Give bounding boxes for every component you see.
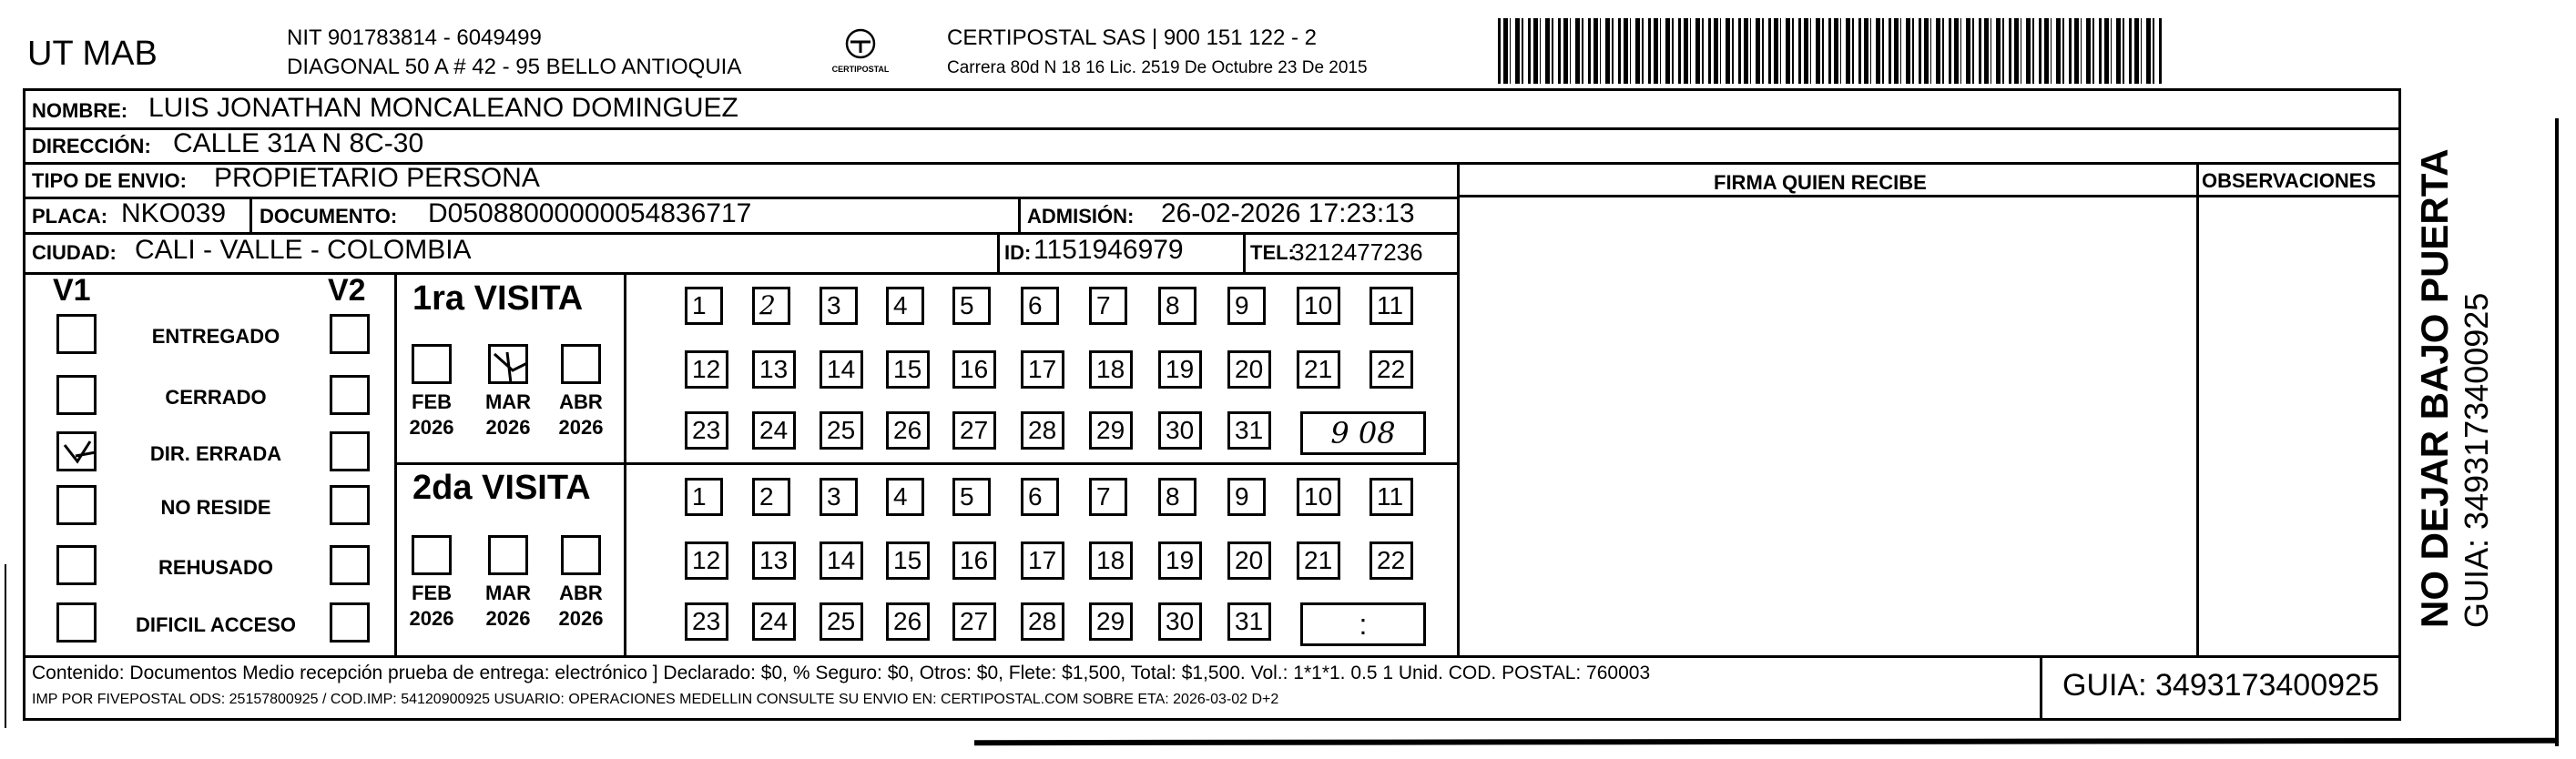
day-box[interactable]: 9 — [1227, 287, 1266, 325]
v2-checkbox[interactable] — [330, 602, 370, 643]
month-label: MAR — [484, 582, 532, 604]
ciudad-label: CIUDAD: — [32, 241, 117, 264]
day-box[interactable]: 20 — [1227, 541, 1271, 580]
day-box[interactable]: 28 — [1021, 602, 1064, 641]
day-box[interactable]: 30 — [1158, 411, 1202, 450]
day-box[interactable]: 26 — [886, 411, 930, 450]
day-box[interactable]: 25 — [820, 411, 863, 450]
v2-checkbox[interactable] — [330, 545, 370, 585]
day-box[interactable]: 27 — [952, 602, 996, 641]
day-box[interactable]: 6 — [1021, 478, 1059, 516]
day-box[interactable]: 31 — [1227, 602, 1271, 641]
day-box[interactable]: 15 — [886, 541, 930, 580]
status-label: NO RESIDE — [160, 496, 271, 519]
day-box[interactable]: 25 — [820, 602, 863, 641]
v1-checkbox[interactable] — [56, 431, 97, 471]
month-checkbox[interactable] — [561, 535, 601, 575]
day-box[interactable]: 11 — [1369, 287, 1413, 325]
day-box[interactable]: 7 — [1089, 287, 1127, 325]
day-box[interactable]: 15 — [886, 350, 930, 389]
month-label: MAR — [484, 390, 532, 413]
footer-contenido: Contenido: Documentos Medio recepción prueba de entrega: electrónico ] Declarado: $0, % Seguro: $0, Otros: $0, Flete: $1,500, Total: $1,500. Vol.: 1*1*1. 0.5 1 Unid. COD. POSTAL: 760003 — [32, 663, 1651, 683]
day-box[interactable]: 31 — [1227, 411, 1271, 450]
day-box[interactable]: 5 — [952, 478, 991, 516]
year-label: 2026 — [485, 607, 531, 630]
bottom-edge-line — [974, 738, 2559, 745]
day-box[interactable]: 16 — [952, 350, 996, 389]
v2-checkbox[interactable] — [330, 314, 370, 354]
day-box[interactable]: 2 — [752, 478, 790, 516]
v1-checkbox[interactable] — [56, 545, 97, 585]
courier-license: Carrera 80d N 18 16 Lic. 2519 De Octubre 23 De 2015 — [947, 58, 1368, 77]
day-box[interactable]: 9 — [1227, 478, 1266, 516]
day-box[interactable]: 21 — [1297, 350, 1340, 389]
day-box[interactable]: 26 — [886, 602, 930, 641]
day-box[interactable]: 22 — [1369, 541, 1413, 580]
day-box[interactable]: 14 — [820, 541, 863, 580]
day-box[interactable]: 13 — [752, 350, 796, 389]
time-box[interactable]: : — [1300, 602, 1426, 646]
year-label: 2026 — [485, 416, 531, 439]
day-box[interactable]: 27 — [952, 411, 996, 450]
day-box[interactable]: 29 — [1089, 602, 1133, 641]
company-name: UT MAB — [27, 35, 158, 73]
day-box[interactable]: 24 — [752, 602, 796, 641]
day-box[interactable]: 2 — [752, 287, 790, 325]
day-box[interactable]: 13 — [752, 541, 796, 580]
placa-value: NKO039 — [121, 198, 227, 228]
day-box[interactable]: 24 — [752, 411, 796, 450]
day-box[interactable]: 29 — [1089, 411, 1133, 450]
day-box[interactable]: 17 — [1021, 350, 1064, 389]
v2-checkbox[interactable] — [330, 485, 370, 525]
month-checkbox[interactable] — [412, 344, 452, 384]
v2-label: V2 — [328, 273, 366, 308]
direccion-value: CALLE 31A N 8C-30 — [173, 128, 424, 158]
day-box[interactable]: 1 — [685, 287, 723, 325]
status-label: CERRADO — [165, 386, 267, 409]
v1-checkbox[interactable] — [56, 485, 97, 525]
month-checkbox[interactable] — [488, 535, 528, 575]
year-label: 2026 — [409, 416, 454, 439]
tipo-envio-value: PROPIETARIO PERSONA — [214, 163, 540, 193]
direccion-label: DIRECCIÓN: — [32, 135, 151, 157]
tipo-envio-label: TIPO DE ENVIO: — [32, 169, 187, 192]
observaciones-header: OBSERVACIONES — [2202, 169, 2377, 192]
right-edge-line — [2555, 118, 2559, 746]
day-box[interactable]: 3 — [820, 478, 858, 516]
checkmark-icon — [59, 434, 99, 474]
month-label: ABR — [559, 390, 603, 413]
side-notice: NO DEJAR BAJO PUERTA — [2413, 148, 2456, 628]
day-box[interactable]: 16 — [952, 541, 996, 580]
tel-value: 3212477236 — [1291, 238, 1423, 266]
day-box[interactable]: 8 — [1158, 287, 1196, 325]
left-edge-line — [5, 564, 6, 728]
year-label: 2026 — [409, 607, 454, 630]
month-checkbox[interactable] — [488, 344, 528, 384]
day-box[interactable]: 23 — [685, 602, 728, 641]
logo-text: CERTIPOSTAL — [831, 65, 890, 74]
day-box[interactable]: 1 — [685, 478, 723, 516]
day-box[interactable]: 21 — [1297, 541, 1340, 580]
day-box[interactable]: 20 — [1227, 350, 1271, 389]
tel-label: TEL: — [1250, 241, 1295, 264]
day-box[interactable]: 4 — [886, 287, 924, 325]
month-checkbox[interactable] — [561, 344, 601, 384]
day-box[interactable]: 19 — [1158, 541, 1202, 580]
courier-name: CERTIPOSTAL SAS | 900 151 122 - 2 — [947, 25, 1317, 50]
v2-checkbox[interactable] — [330, 375, 370, 415]
footer-guia: GUIA: 3493173400925 — [2062, 668, 2379, 703]
v1-checkbox[interactable] — [56, 375, 97, 415]
company-address: DIAGONAL 50 A # 42 - 95 BELLO ANTIOQUIA — [287, 55, 742, 79]
day-box[interactable]: 10 — [1297, 478, 1340, 516]
footer-imp: IMP POR FIVEPOSTAL ODS: 25157800925 / COD.IMP: 54120900925 USUARIO: OPERACIONES MEDELLIN CONSULTE SU ENVIO EN: CERTIPOSTAL.COM SOBRE ETA: 2026-03-02 D+2 — [32, 692, 1279, 707]
status-label: DIFICIL ACCESO — [135, 613, 296, 636]
day-box[interactable]: 30 — [1158, 602, 1202, 641]
day-box[interactable]: 23 — [685, 411, 728, 450]
v2-checkbox[interactable] — [330, 431, 370, 471]
day-box[interactable]: 10 — [1297, 287, 1340, 325]
nombre-value: LUIS JONATHAN MONCALEANO DOMINGUEZ — [148, 93, 738, 123]
ciudad-value: CALI - VALLE - COLOMBIA — [135, 235, 472, 265]
day-box[interactable]: 12 — [685, 350, 728, 389]
year-label: 2026 — [558, 416, 604, 439]
barcode — [1498, 18, 2163, 84]
admision-label: ADMISIÓN: — [1027, 205, 1135, 228]
day-box[interactable]: 3 — [820, 287, 858, 325]
documento-value: D05088000000054836717 — [428, 198, 752, 228]
day-box[interactable]: 12 — [685, 541, 728, 580]
year-label: 2026 — [558, 607, 604, 630]
admision-value: 26-02-2026 17:23:13 — [1161, 198, 1415, 228]
month-label: FEB — [412, 582, 452, 604]
side-text — [2413, 82, 2559, 628]
day-box[interactable]: 19 — [1158, 350, 1202, 389]
certipostal-logo-icon — [842, 27, 879, 60]
day-box[interactable]: 8 — [1158, 478, 1196, 516]
status-label: DIR. ERRADA — [149, 442, 282, 465]
v1-label: V1 — [53, 273, 91, 308]
day-box[interactable]: 22 — [1369, 350, 1413, 389]
day-box[interactable]: 6 — [1021, 287, 1059, 325]
day-box[interactable]: 7 — [1089, 478, 1127, 516]
nombre-label: NOMBRE: — [32, 99, 128, 122]
day-box[interactable]: 4 — [886, 478, 924, 516]
month-checkbox[interactable] — [412, 535, 452, 575]
status-label: ENTREGADO — [151, 325, 280, 348]
checkmark-icon — [491, 347, 531, 387]
firma-header: FIRMA QUIEN RECIBE — [1714, 171, 1927, 194]
day-box[interactable]: 14 — [820, 350, 863, 389]
side-guia: GUIA: 3493173400925 — [2458, 292, 2495, 628]
certipostal-logo — [824, 27, 897, 82]
day-box[interactable]: 18 — [1089, 541, 1133, 580]
time-box[interactable]: 9 08 — [1300, 411, 1426, 455]
visit2-title: 2da VISITA — [412, 469, 591, 507]
visit1-title: 1ra VISITA — [412, 279, 584, 318]
id-value: 1151946979 — [1033, 235, 1184, 265]
status-label: REHUSADO — [158, 556, 273, 579]
day-box[interactable]: 18 — [1089, 350, 1133, 389]
company-nit: NIT 901783814 - 6049499 — [287, 25, 542, 50]
month-label: ABR — [559, 582, 603, 604]
day-box[interactable]: 17 — [1021, 541, 1064, 580]
v1-checkbox[interactable] — [56, 314, 97, 354]
day-box[interactable]: 5 — [952, 287, 991, 325]
documento-label: DOCUMENTO: — [260, 205, 398, 228]
day-box[interactable]: 11 — [1369, 478, 1413, 516]
month-label: FEB — [412, 390, 452, 413]
v1-checkbox[interactable] — [56, 602, 97, 643]
placa-label: PLACA: — [32, 205, 108, 228]
day-box[interactable]: 28 — [1021, 411, 1064, 450]
id-label: ID: — [1004, 241, 1032, 264]
